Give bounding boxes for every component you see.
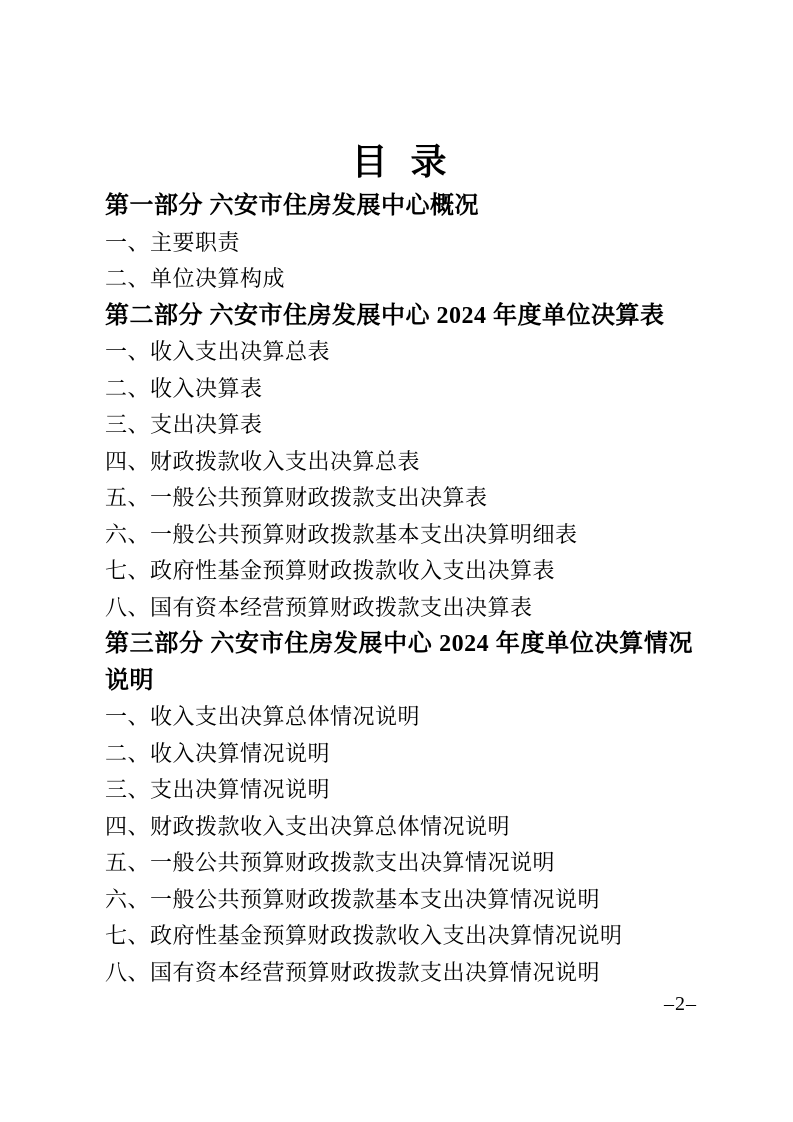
toc-item: 六、一般公共预算财政拨款基本支出决算情况说明 [105, 886, 601, 912]
page-number: –2– [664, 993, 697, 1015]
toc-item: 六、一般公共预算财政拨款基本支出决算明细表 [105, 521, 578, 547]
section-heading-part3: 第三部分 六安市住房发展中心 2024 年度单位决算情况说明 [105, 631, 693, 694]
toc-item: 四、财政拨款收入支出决算总体情况说明 [105, 813, 511, 839]
toc-item: 一、主要职责 [105, 229, 241, 255]
toc-item: 二、收入决算情况说明 [105, 740, 331, 766]
toc-item: 七、政府性基金预算财政拨款收入支出决算表 [105, 558, 556, 583]
toc-item: 三、支出决算情况说明 [105, 777, 331, 802]
toc-item: 七、政府性基金预算财政拨款收入支出决算情况说明 [105, 923, 623, 948]
toc-item: 五、一般公共预算财政拨款支出决算情况说明 [105, 850, 556, 875]
toc-item: 八、国有资本经营预算财政拨款支出决算情况说明 [105, 959, 601, 985]
toc-item: 八、国有资本经营预算财政拨款支出决算表 [105, 594, 533, 620]
table-of-contents [105, 140, 693, 991]
toc-item: 一、收入支出决算总表 [105, 339, 331, 364]
toc-item: 四、财政拨款收入支出决算总表 [105, 448, 421, 474]
toc-item: 二、单位决算构成 [105, 266, 286, 291]
section-heading-part1: 第一部分 六安市住房发展中心概况 [105, 193, 479, 219]
toc-item: 三、支出决算表 [105, 412, 263, 437]
toc-item: 二、收入决算表 [105, 375, 263, 401]
toc-item: 一、收入支出决算总体情况说明 [105, 704, 421, 729]
page-title: 目 录 [351, 142, 447, 182]
section-heading-part2: 第二部分 六安市住房发展中心 2024 年度单位决算表 [105, 302, 665, 329]
toc-item: 五、一般公共预算财政拨款支出决算表 [105, 485, 488, 510]
